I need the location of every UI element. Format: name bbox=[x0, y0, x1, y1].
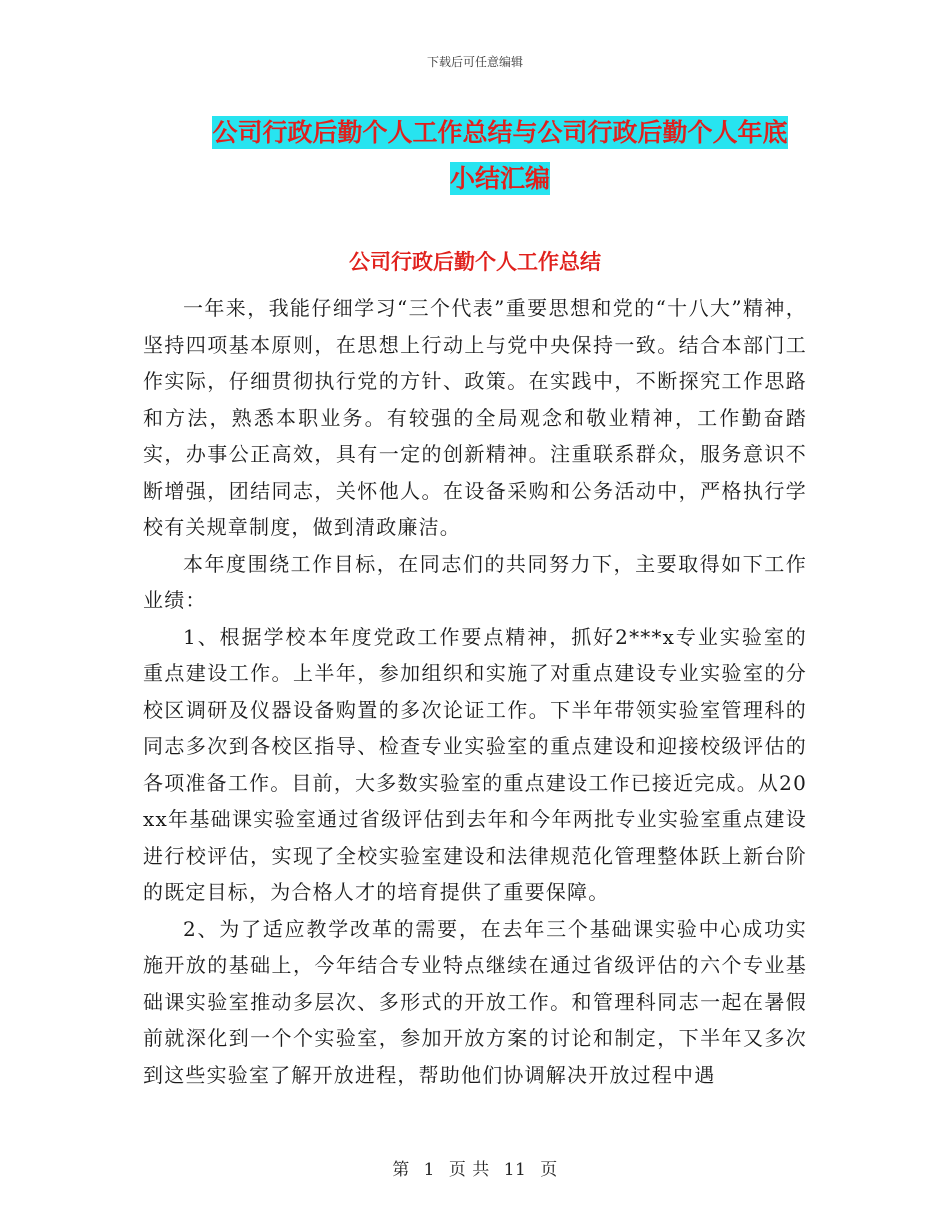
document-body bbox=[143, 290, 807, 1093]
page-total: 11 bbox=[503, 1160, 527, 1180]
paragraph-2: 本年度围绕工作目标，在同志们的共同努力下，主要取得如下工作业绩： bbox=[143, 551, 807, 612]
header-note: 下载后可任意编辑 bbox=[426, 55, 523, 69]
paragraph-3: 1、根据学校本年度党政工作要点精神，抓好2***x专业实验室的重点建设工作。上半年，参加组织和实施了对重点建设专业实验室的分校区调研及仪器设备购置的多次论证工作。下半年带领实验室管理科的同志多次到各校区指导、检查专业实验室的重点建设和迎接校级评估的各项准备工作。目前，大多数实验室的重点建设工作已接近完成。从20xx年基础课实验室通过省级评估到去年和今年两批专业实验室重点建设进行校评估，实现了全校实验室建设和法律规范化管理整体跃上新台阶的既定目标，为合格人才的培育提供了重要保障。 bbox=[143, 624, 807, 904]
document-title-line-1: 公司行政后勤个人工作总结与公司行政后勤个人年底 bbox=[212, 118, 788, 147]
document-title-line-2: 小结汇编 bbox=[449, 164, 550, 193]
page-suffix: 页 bbox=[540, 1160, 558, 1180]
section-title: 公司行政后勤个人工作总结 bbox=[349, 250, 601, 274]
page-mid: 页 共 bbox=[448, 1160, 490, 1180]
page-number: 1 bbox=[423, 1160, 435, 1180]
paragraph-1: 一年来，我能仔细学习“三个代表”重要思想和党的“十八大”精神，坚持四项基本原则，在思想上行动上与党中央保持一致。结合本部门工作实际，仔细贯彻执行党的方针、政策。在实践中，不断探究工作思路和方法，熟悉本职业务。有较强的全局观念和敬业精神，工作勤奋踏实，办事公正高效，具有一定的创新精神。注重联系群众，服务意识不断增强，团结同志，关怀他人。在设备采购和公务活动中，严格执行学校有关规章制度，做到清政廉洁。 bbox=[143, 296, 807, 539]
page-footer bbox=[0, 1155, 950, 1180]
document-title bbox=[140, 110, 860, 202]
page-prefix: 第 bbox=[392, 1160, 410, 1180]
paragraph-4: 2、为了适应教学改革的需要，在去年三个基础课实验中心成功实施开放的基础上，今年结合专业特点继续在通过省级评估的六个专业基础课实验室推动多层次、多形式的开放工作。和管理科同志一起在暑假前就深化到一个个实验室，参加开放方案的讨论和制定，下半年又多次到这些实验室了解开放进程，帮助他们协调解决开放过程中遇 bbox=[143, 916, 807, 1087]
